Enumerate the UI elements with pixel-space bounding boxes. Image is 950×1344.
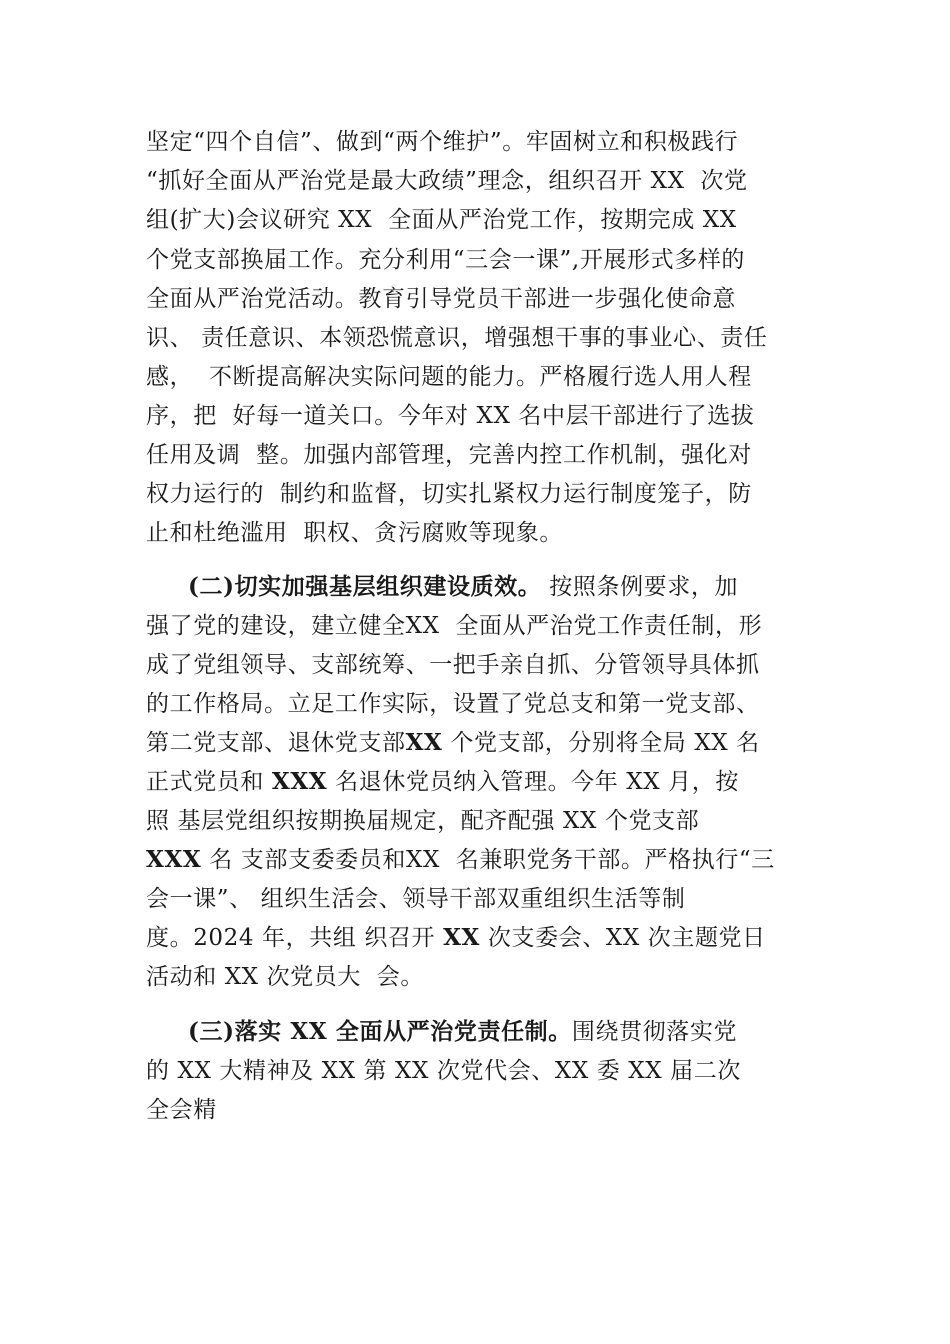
paragraph-2-line-8-bold: XXX <box>146 846 202 873</box>
paragraph-3-line-1-rest: 围绕贯彻落实党 <box>571 1019 738 1045</box>
paragraph-1-line-10: 权力运行的 制约和监督，切实扎紧权力运行制度笼子，防 <box>146 481 752 507</box>
paragraph-1-line-11: 止和杜绝滥用 职权、贪污腐败等现象。 <box>146 520 564 546</box>
paragraph-2-line-6 <box>146 767 739 797</box>
paragraph-2-line-5-c: 个党支部，分别将全局 XX 名 <box>442 730 760 756</box>
paragraph-1-line-9: 任用及调 整。加强内部管理，完善内控工作机制，强化对 <box>146 442 752 468</box>
paragraph-2-line-8 <box>146 845 775 875</box>
paragraph-2-line-10-c: 次支委会、XX 次主题党日 <box>479 925 766 951</box>
paragraph-2-line-3: 成了党组领导、支部统筹、一把手亲自抓、分管领导具体抓 <box>146 652 760 678</box>
paragraph-1-line-7: 感， 不断提高解决实际问题的能力。严格履行选人用人程 <box>146 364 752 390</box>
paragraph-2-line-5-a: 第二党支部、退休党支部 <box>146 730 406 756</box>
paragraph-1-line-4: 个党支部换届工作。充分利用“三会一课”,开展形式多样的 <box>146 247 746 273</box>
paragraph-2-line-5 <box>146 728 760 758</box>
paragraph-3-heading: (三)落实 XX 全面从严治党责任制。 <box>188 1018 572 1045</box>
paragraph-1-line-2: “抓好全面从严治党是最大政绩”理念，组织召开 XX 次党 <box>146 168 748 194</box>
paragraph-2-line-6-c: 名退休党员纳入管理。今年 XX 月，按 <box>327 769 739 795</box>
paragraph-2-heading: (二)切实加强基层组织建设质效。 <box>188 573 542 600</box>
paragraph-1-line-5: 全面从严治党活动。教育引导党员干部进一步强化使命意 <box>146 286 736 312</box>
paragraph-1-line-8: 序，把 好每一道关口。今年对 XX 名中层干部进行了选拔 <box>146 403 755 429</box>
paragraph-3-line-2: 的 XX 大精神及 XX 第 XX 次党代会、XX 委 XX 届二次 <box>146 1058 741 1084</box>
paragraph-2-line-6-a: 正式党员和 <box>146 769 272 795</box>
paragraph-2-line-1-rest: 按照条例要求，加 <box>541 574 739 600</box>
paragraph-2-line-5-bold: XX <box>405 729 443 756</box>
paragraph-2-line-10-bold: XX <box>443 924 480 951</box>
paragraph-3-line-1 <box>188 1017 737 1047</box>
paragraph-2-line-11: 活动和 XX 次党员大 会。 <box>146 964 424 990</box>
paragraph-2-line-4: 的工作格局。立足工作实际，设置了党总支和第一党支部、 <box>146 691 760 717</box>
paragraph-1-line-1: 坚定“四个自信”、做到“两个维护”。牢固树立和积极践行 <box>146 129 739 155</box>
paragraph-1-line-6: 识、 责任意识、本领恐慌意识，增强想干事的事业心、责任 <box>146 325 768 351</box>
paragraph-2-line-10-a: 度。2024 年，共组 织召开 <box>146 925 444 951</box>
paragraph-2-line-1 <box>188 572 738 602</box>
paragraph-3-line-3: 全会精 <box>146 1097 217 1123</box>
paragraph-1-line-3: 组(扩大)会议研究 XX 全面从严治党工作，按期完成 XX <box>146 207 737 233</box>
paragraph-2-line-6-bold: XXX <box>271 768 328 795</box>
paragraph-2-line-8-b: 名 支部支委委员和XX 名兼职党务干部。严格执行“三 <box>201 847 775 873</box>
paragraph-2-line-2: 强了党的建设，建立健全XX 全面从严治党工作责任制，形 <box>146 613 763 639</box>
paragraph-2-line-7: 照 基层党组织按期换届规定，配齐配强 XX 个党支部 <box>146 808 700 834</box>
paragraph-2-line-9: 会一课”、 组织生活会、领导干部双重组织生活等制 <box>146 886 686 912</box>
paragraph-2-line-10 <box>146 923 766 953</box>
